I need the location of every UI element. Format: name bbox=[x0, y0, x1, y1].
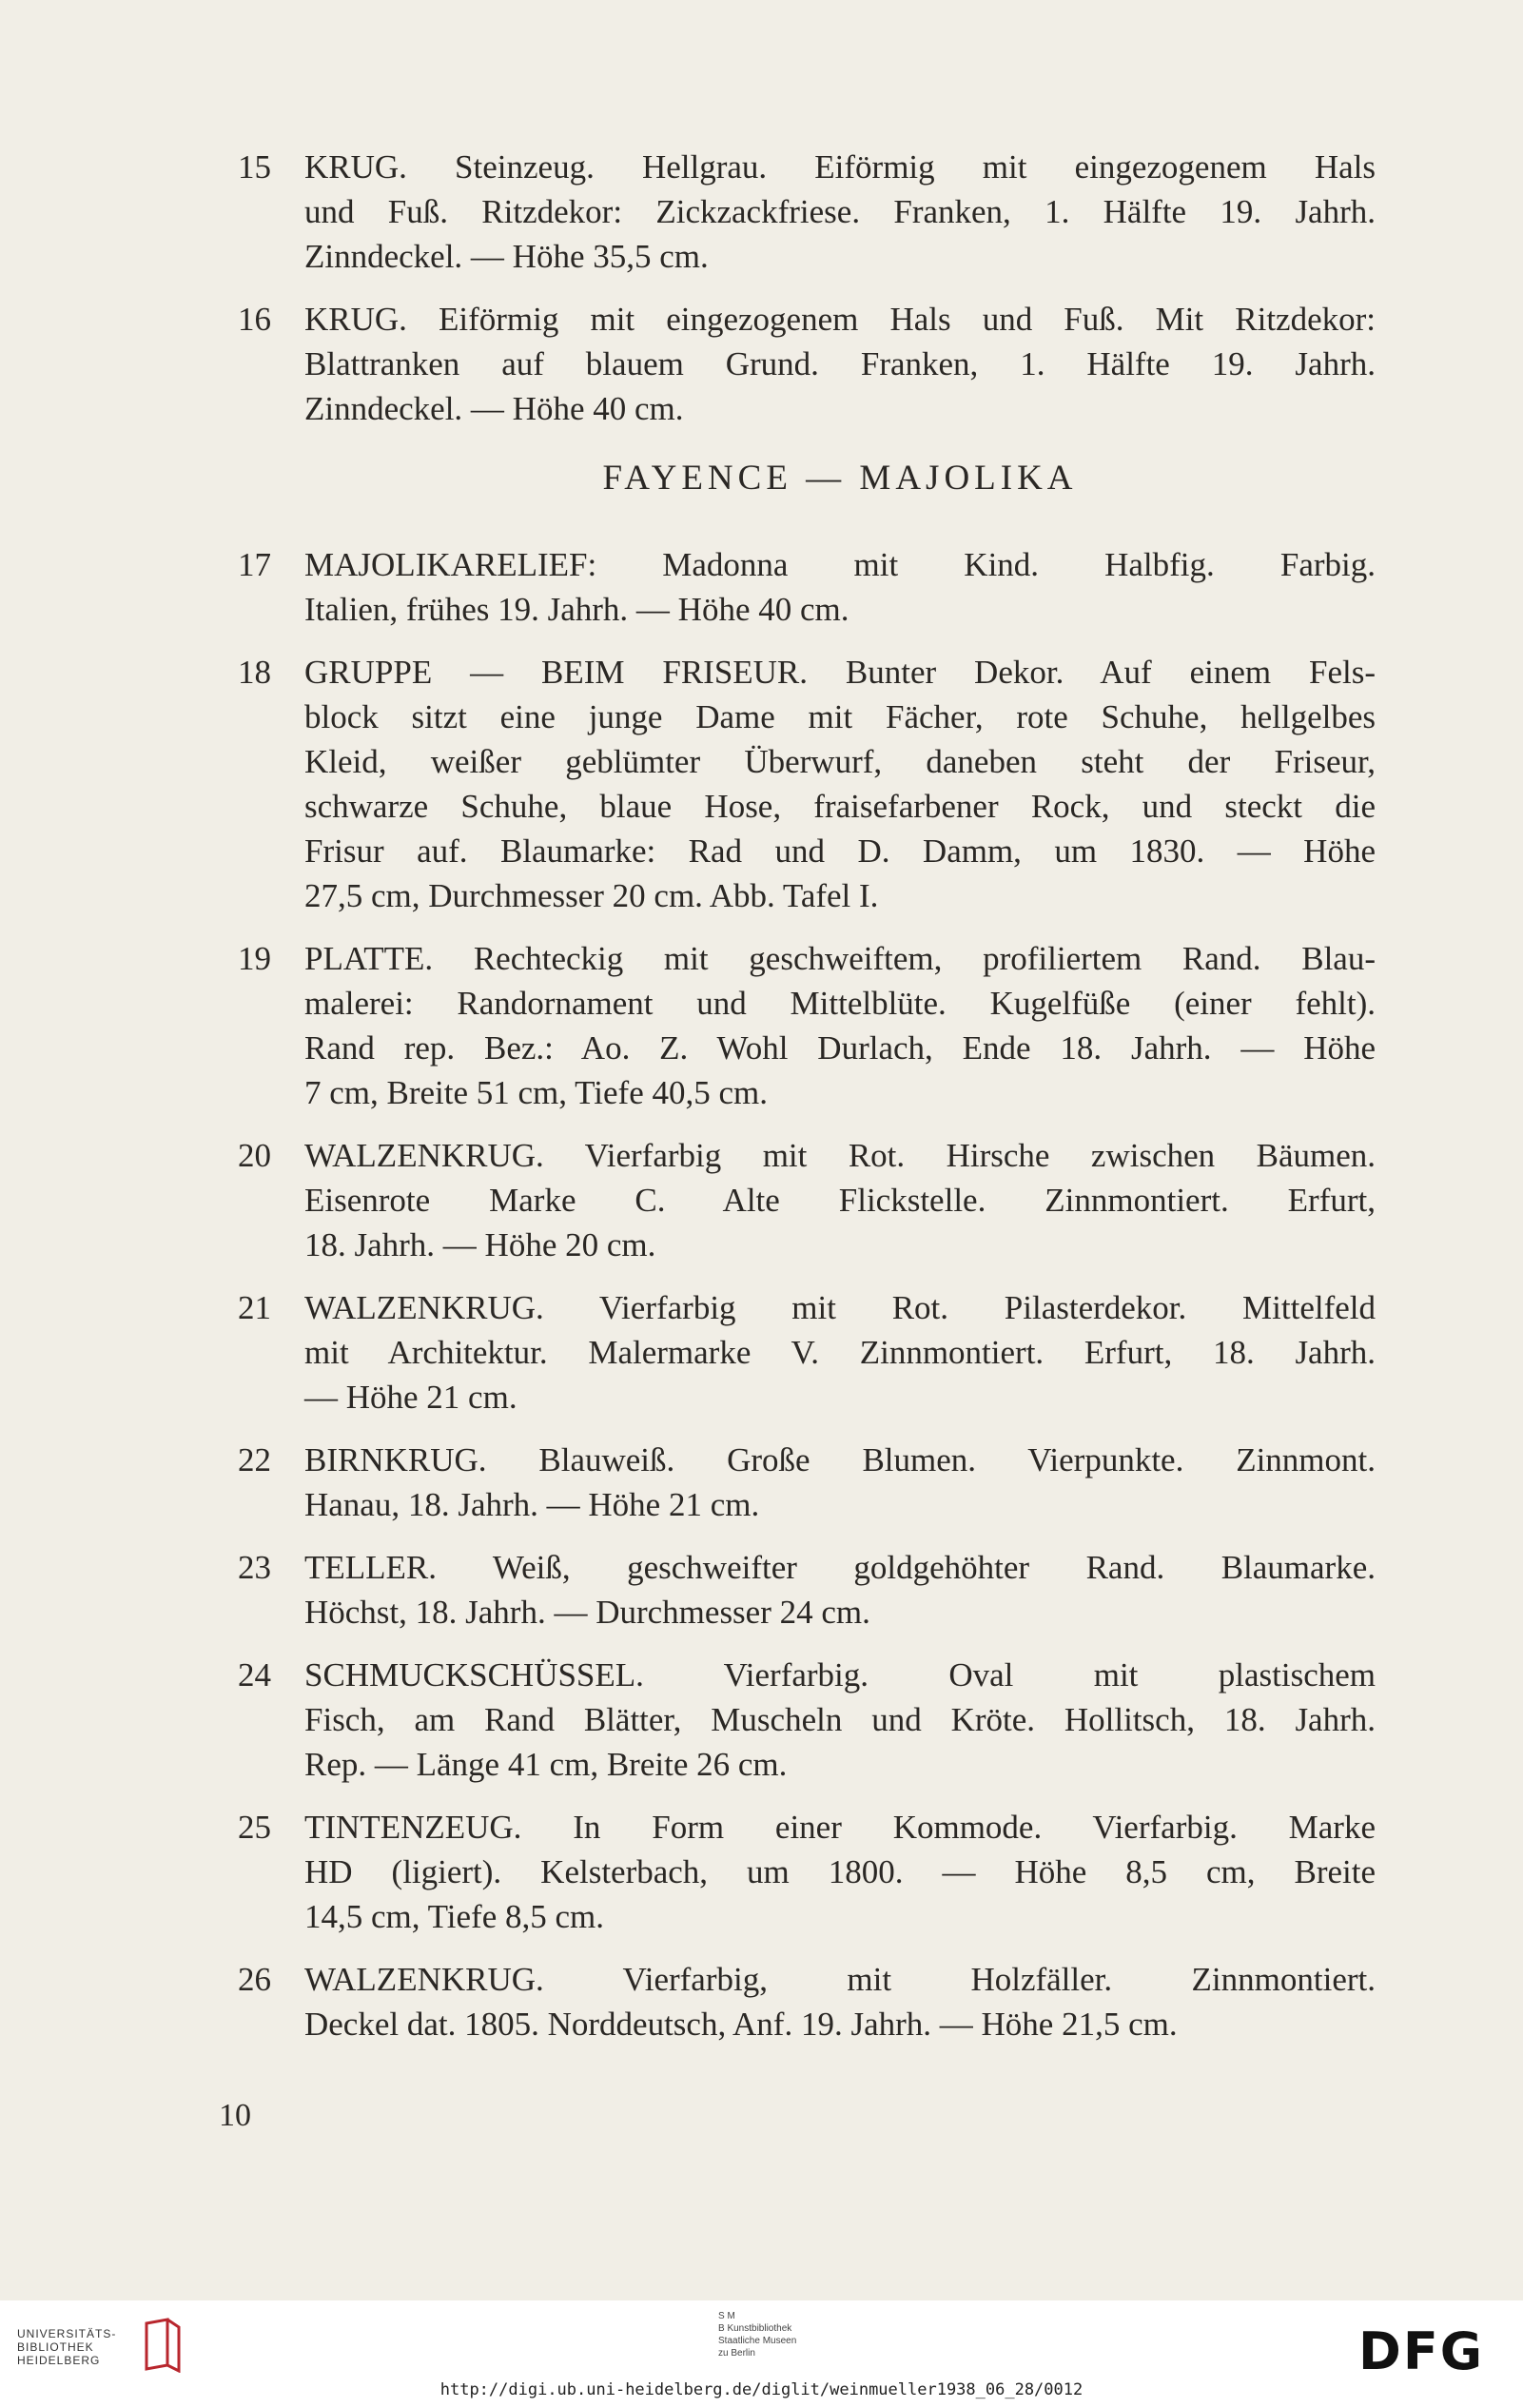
catalog-entry bbox=[238, 1805, 1376, 1939]
entry-text-line: 18. Jahrh. — Höhe 20 cm. bbox=[304, 1226, 656, 1263]
uni-line: UNIVERSITÄTS- bbox=[17, 2327, 117, 2340]
catalog-entry bbox=[238, 1133, 1376, 1267]
catalog-entry bbox=[238, 1285, 1376, 1419]
entry-text-line: Rep. — Länge 41 cm, Breite 26 cm. bbox=[304, 1746, 788, 1783]
catalog-entry bbox=[238, 1653, 1376, 1787]
university-logo-icon bbox=[143, 2318, 183, 2373]
entry-text-line: Kleid, weißer geblümter Überwurf, daneben steht der Friseur, bbox=[304, 743, 1376, 780]
catalog-entry bbox=[238, 1545, 1376, 1635]
entry-text-line: WALZENKRUG. Vierfarbig mit Rot. Hirsche zwischen Bäumen. bbox=[304, 1137, 1376, 1174]
entry-text-line: — Höhe 21 cm. bbox=[304, 1379, 517, 1416]
source-url-link[interactable]: http://digi.ub.uni-heidelberg.de/diglit/weinmueller1938_06_28/0012 bbox=[439, 2380, 1084, 2399]
entry-text-line: WALZENKRUG. Vierfarbig mit Rot. Pilasterdekor. Mittelfeld bbox=[304, 1289, 1376, 1326]
entry-text-line: 7 cm, Breite 51 cm, Tiefe 40,5 cm. bbox=[304, 1074, 769, 1111]
entry-text-line: BIRNKRUG. Blauweiß. Große Blumen. Vierpunkte. Zinnmont. bbox=[304, 1441, 1376, 1478]
uni-line: BIBLIOTHEK bbox=[17, 2340, 94, 2354]
entry-text-line: Eisenrote Marke C. Alte Flickstelle. Zinnmontiert. Erfurt, bbox=[304, 1182, 1376, 1219]
entry-number: 23 bbox=[238, 1549, 271, 1586]
entry-text-line: KRUG. Eiförmig mit eingezogenem Hals und Fuß. Mit Ritzdekor: bbox=[304, 301, 1376, 338]
dfg-logo-text: DFG bbox=[1358, 2323, 1485, 2377]
entry-text-line: TINTENZEUG. In Form einer Kommode. Vierfarbig. Marke bbox=[304, 1809, 1376, 1846]
catalog-entry bbox=[238, 650, 1376, 918]
entry-number: 16 bbox=[238, 301, 271, 338]
catalog-entry bbox=[238, 1438, 1376, 1527]
catalog-entry bbox=[238, 297, 1376, 431]
entry-text-line: Hanau, 18. Jahrh. — Höhe 21 cm. bbox=[304, 1486, 760, 1523]
entries-group-fayence bbox=[238, 542, 1376, 2046]
entry-text-line: Italien, frühes 19. Jahrh. — Höhe 40 cm. bbox=[304, 591, 849, 628]
entry-number: 19 bbox=[238, 940, 271, 977]
entry-text-line: SCHMUCKSCHÜSSEL. Vierfarbig. Oval mit plastischem bbox=[304, 1656, 1376, 1693]
entry-number: 15 bbox=[238, 148, 271, 186]
entry-number: 22 bbox=[238, 1441, 271, 1478]
entry-text-line: TELLER. Weiß, geschweifter goldgehöhter Rand. Blaumarke. bbox=[304, 1549, 1376, 1586]
page-number: 10 bbox=[219, 2098, 251, 2133]
entry-number: 17 bbox=[238, 546, 271, 583]
kb-line: B Kunstbibliothek bbox=[718, 2323, 792, 2334]
entry-text-line: block sitzt eine junge Dame mit Fächer, rote Schuhe, hellgelbes bbox=[304, 698, 1376, 735]
entry-text-line: 14,5 cm, Tiefe 8,5 cm. bbox=[304, 1898, 604, 1935]
entry-text-line: 27,5 cm, Durchmesser 20 cm. Abb. Tafel I. bbox=[304, 877, 879, 914]
catalog-entries bbox=[238, 145, 1376, 2065]
entry-text-line: HD (ligiert). Kelsterbach, um 1800. — Höhe 8,5 cm, Breite bbox=[304, 1853, 1376, 1890]
kb-line: zu Berlin bbox=[718, 2348, 755, 2359]
entry-text-line: PLATTE. Rechteckig mit geschweiftem, profiliertem Rand. Blau- bbox=[304, 940, 1376, 977]
kunstbibliothek-label bbox=[718, 2310, 796, 2359]
catalog-entry bbox=[238, 936, 1376, 1115]
entry-text-line: Fisch, am Rand Blätter, Muscheln und Kröte. Hollitsch, 18. Jahrh. bbox=[304, 1701, 1376, 1738]
entry-text-line: KRUG. Steinzeug. Hellgrau. Eiförmig mit eingezogenem Hals bbox=[304, 148, 1376, 186]
entry-number: 18 bbox=[238, 654, 271, 691]
entry-text-line: Blattranken auf blauem Grund. Franken, 1. Hälfte 19. Jahrh. bbox=[304, 345, 1376, 382]
entry-number: 20 bbox=[238, 1137, 271, 1174]
entry-text-line: Frisur auf. Blaumarke: Rad und D. Damm, um 1830. — Höhe bbox=[304, 832, 1376, 870]
entry-text-line: mit Architektur. Malermarke V. Zinnmontiert. Erfurt, 18. Jahrh. bbox=[304, 1334, 1376, 1371]
entry-text-line: Zinndeckel. — Höhe 35,5 cm. bbox=[304, 238, 709, 275]
entry-number: 25 bbox=[238, 1809, 271, 1846]
entry-number: 24 bbox=[238, 1656, 271, 1693]
catalog-entry bbox=[238, 1957, 1376, 2046]
entry-text-line: Zinndeckel. — Höhe 40 cm. bbox=[304, 390, 684, 427]
entry-text-line: Höchst, 18. Jahrh. — Durchmesser 24 cm. bbox=[304, 1594, 870, 1631]
kb-line: S M bbox=[718, 2311, 735, 2321]
entry-text-line: Rand rep. Bez.: Ao. Z. Wohl Durlach, Ende 18. Jahrh. — Höhe bbox=[304, 1029, 1376, 1067]
catalog-entry bbox=[238, 542, 1376, 632]
entry-number: 26 bbox=[238, 1961, 271, 1998]
entry-text-line: schwarze Schuhe, blaue Hose, fraisefarbener Rock, und steckt die bbox=[304, 788, 1376, 825]
entry-text-line: WALZENKRUG. Vierfarbig, mit Holzfäller. Zinnmontiert. bbox=[304, 1961, 1376, 1998]
uni-line: HEIDELBERG bbox=[17, 2354, 101, 2367]
entry-number: 21 bbox=[238, 1289, 271, 1326]
university-library-label bbox=[17, 2327, 116, 2367]
entry-text-line: Deckel dat. 1805. Norddeutsch, Anf. 19. Jahrh. — Höhe 21,5 cm. bbox=[304, 2006, 1178, 2043]
section-heading: FAYENCE — MAJOLIKA bbox=[602, 459, 1078, 498]
kb-line: Staatliche Museen bbox=[718, 2336, 797, 2346]
catalog-entry bbox=[238, 145, 1376, 279]
entry-text-line: MAJOLIKARELIEF: Madonna mit Kind. Halbfig. Farbig. bbox=[304, 546, 1376, 583]
entry-text-line: und Fuß. Ritzdekor: Zickzackfriese. Franken, 1. Hälfte 19. Jahrh. bbox=[304, 193, 1376, 230]
entries-group-stoneware bbox=[238, 145, 1376, 431]
dfg-logo-icon bbox=[1358, 2323, 1501, 2377]
entry-text-line: malerei: Randornament und Mittelblüte. Kugelfüße (einer fehlt). bbox=[304, 985, 1376, 1022]
entry-text-line: GRUPPE — BEIM FRISEUR. Bunter Dekor. Auf einem Fels- bbox=[304, 654, 1376, 691]
